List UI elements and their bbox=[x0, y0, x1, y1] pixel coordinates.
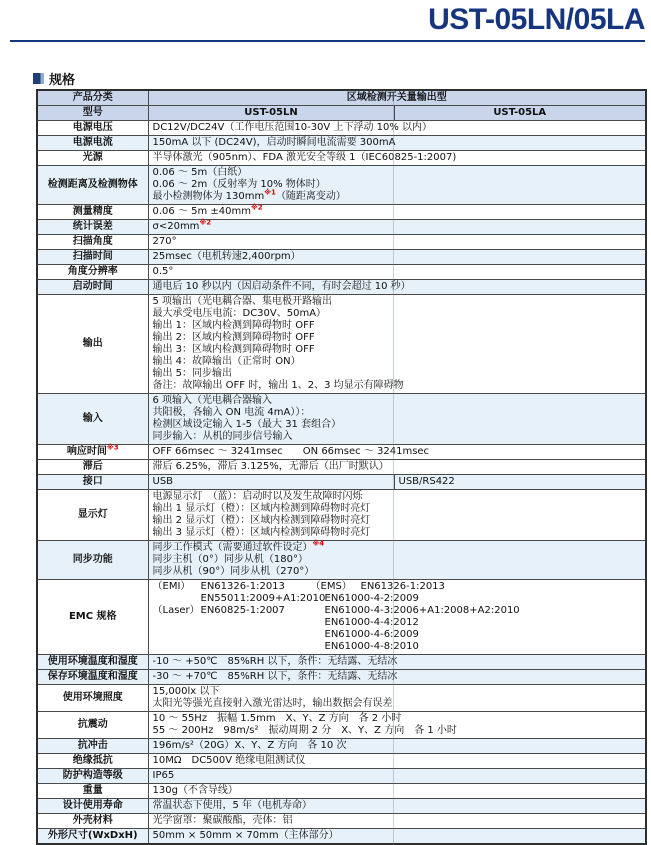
value-line: -30 ～ +70℃ 85%RH 以下，条件：无结露、无结冰 bbox=[152, 671, 398, 682]
spec-row bbox=[37, 814, 646, 829]
row-label: 接口 bbox=[37, 475, 148, 490]
value-line: 10MΩ DC500V 绝缘电阻测试仪 bbox=[152, 755, 306, 766]
row-value bbox=[148, 235, 646, 250]
value-line: 最大承受电压电流：DC30V、50mA） bbox=[152, 308, 327, 319]
emc-left-block bbox=[153, 641, 311, 653]
emc-left-block bbox=[153, 629, 311, 641]
row-label: 扫描时间 bbox=[37, 250, 148, 265]
row-value-right: USB/RS422 bbox=[394, 475, 646, 490]
row-value bbox=[148, 712, 646, 739]
row-label: 重量 bbox=[37, 784, 148, 799]
value-line: 最小检测物体为 $130mm^{※1}$（随距离变动） bbox=[152, 188, 346, 202]
value-line: 50mm × 50mm × 70mm（主体部分） bbox=[152, 830, 339, 841]
emc-standard: EN61326-1:2013 bbox=[360, 581, 445, 592]
row-value bbox=[148, 580, 646, 655]
emc-line bbox=[153, 593, 642, 605]
spec-row bbox=[37, 166, 646, 205]
spec-row bbox=[37, 475, 646, 490]
spec-row bbox=[37, 541, 646, 580]
value-line: 6 项输入（光电耦合器输入 bbox=[152, 395, 273, 406]
value-line: 15,000lx 以下 bbox=[152, 686, 220, 697]
emc-category bbox=[153, 641, 201, 653]
row-value bbox=[148, 799, 646, 814]
row-label: 统计误差 bbox=[37, 220, 148, 235]
row-label: 同步功能 bbox=[37, 541, 148, 580]
row-label: 电源电压 bbox=[37, 121, 148, 136]
row-label: 抗冲击 bbox=[37, 739, 148, 754]
spec-row bbox=[37, 295, 646, 394]
row-value bbox=[148, 460, 646, 475]
section-heading bbox=[33, 69, 75, 88]
row-label: 设计使用寿命 bbox=[37, 799, 148, 814]
row-value bbox=[148, 769, 646, 784]
spec-table-wrap bbox=[36, 89, 645, 845]
value-line: 同步工作模式（需要通过软件设定）$^{※4}$ bbox=[152, 539, 325, 553]
row-value bbox=[148, 829, 646, 845]
value-line: $\sigma<20mm^{※2}$ bbox=[152, 218, 212, 232]
spec-row bbox=[37, 205, 646, 220]
emc-category bbox=[153, 593, 201, 605]
emc-left-block bbox=[153, 617, 311, 629]
row-label: EMC 规格 bbox=[37, 580, 148, 655]
row-label: 输入 bbox=[37, 394, 148, 445]
value-line: -10 ～ +50℃ 85%RH 以下，条件：无结露、无结冰 bbox=[152, 656, 398, 667]
value-line: 共阳极，各输入 ON 电流 4mA））： bbox=[152, 407, 311, 418]
row-label: 电源电流 bbox=[37, 136, 148, 151]
emc-standard: EN61000-4-4:2012 bbox=[324, 617, 419, 628]
row-value bbox=[148, 670, 646, 685]
value-line: 同步主机（0°）同步从机（180°） bbox=[152, 554, 308, 565]
row-label: 输出 bbox=[37, 295, 148, 394]
model-left-cell: UST-05LN bbox=[148, 106, 394, 121]
emc-line bbox=[153, 617, 642, 629]
row-value: 区域检测开关量输出型 bbox=[148, 90, 646, 106]
spec-row bbox=[37, 754, 646, 769]
row-label: 外形尺寸(WxDxH) bbox=[37, 829, 148, 845]
spec-row bbox=[37, 739, 646, 754]
emc-category bbox=[153, 629, 201, 641]
row-value bbox=[148, 490, 646, 541]
spec-row bbox=[37, 280, 646, 295]
spec-row bbox=[37, 250, 646, 265]
model-right-cell: UST-05LA bbox=[394, 106, 646, 121]
value-line: 半导体激光（905nm）、FDA 激光安全等级 1（IEC60825-1:2007) bbox=[152, 152, 457, 163]
emc-standard: EN61000-4-2:2009 bbox=[324, 593, 419, 604]
emc-standard: EN61000-4-3:2006+A1:2008+A2:2010 bbox=[324, 605, 520, 616]
value-line: IP65 bbox=[152, 770, 175, 781]
row-label: 保存环境温度和湿度 bbox=[37, 670, 148, 685]
row-label: 显示灯 bbox=[37, 490, 148, 541]
value-line: 25msec（电机转速2,400rpm） bbox=[152, 251, 301, 262]
emc-category: （Laser） bbox=[152, 605, 200, 616]
emc-right-block bbox=[311, 617, 642, 629]
footnote-marker: ※2 bbox=[199, 218, 212, 227]
spec-row bbox=[37, 799, 646, 814]
emc-standard: EN61326-1:2013 bbox=[200, 581, 285, 592]
emc-right-block bbox=[311, 581, 642, 593]
value-line: 0.06 ～ $5m \pm 40mm^{※2}$ bbox=[152, 203, 263, 217]
row-label: 光源 bbox=[37, 151, 148, 166]
emc-right-block bbox=[311, 641, 642, 653]
value-line: 输出 2：区域内检测到障碍物时 OFF bbox=[152, 332, 315, 343]
emc-category bbox=[153, 617, 201, 629]
value-line: 太阳光等强光直接射入激光雷达时，输出数据会有误差 bbox=[152, 698, 393, 709]
spec-row bbox=[37, 784, 646, 799]
value-line: 0.5° bbox=[152, 266, 174, 277]
value-line: OFF 66msec ～ 3241msec ON 66msec ～ 3241msec bbox=[152, 446, 430, 457]
row-label: 防护构造等级 bbox=[37, 769, 148, 784]
spec-row bbox=[37, 151, 646, 166]
spec-row bbox=[37, 394, 646, 445]
title-rule bbox=[10, 40, 645, 42]
emc-standard: EN61000-4-6:2009 bbox=[324, 629, 419, 640]
value-line: 输出 1：区域内检测到障碍物时 OFF bbox=[152, 320, 315, 331]
section-bullet-icon bbox=[33, 73, 44, 84]
value-line: 输出 3：区域内检测到障碍物时 OFF bbox=[152, 344, 315, 355]
row-label: 角度分辨率 bbox=[37, 265, 148, 280]
row-value bbox=[148, 739, 646, 754]
emc-standard: EN60825-1:2007 bbox=[200, 605, 285, 616]
value-line: DC12V/DC24V（工作电压范围10-30V 上下浮动 10% 以内） bbox=[152, 122, 433, 133]
value-line: 通电后 10 秒以内（因启动条件不同，有时会超过 10 秒） bbox=[152, 281, 411, 292]
row-value bbox=[148, 151, 646, 166]
spec-table bbox=[36, 89, 647, 845]
value-line: 滞后 6.25%，滞后 3.125%，无滞后（出厂时默认） bbox=[152, 461, 389, 472]
row-label: 扫描角度 bbox=[37, 235, 148, 250]
spec-row bbox=[37, 265, 646, 280]
emc-left-block bbox=[153, 581, 311, 593]
emc-category: （EMI） bbox=[152, 581, 191, 592]
value-line: 150mA 以下 (DC24V)，启动时瞬间电流需要 300mA bbox=[152, 137, 396, 148]
spec-row bbox=[37, 685, 646, 712]
row-value-left: USB bbox=[148, 475, 394, 490]
value-line: 0.06 ～ 5m（白纸） bbox=[152, 167, 248, 178]
spec-row bbox=[37, 670, 646, 685]
value-line: 常温状态下使用，5 年（电机寿命） bbox=[152, 800, 313, 811]
footnote-marker: ※4 bbox=[312, 539, 325, 548]
row-label: 绝缘抵抗 bbox=[37, 754, 148, 769]
row-label: 产品分类 bbox=[37, 90, 148, 106]
row-label: 型号 bbox=[37, 106, 148, 121]
value-line: 196m/s²（20G）X、Y、Z 方向 各 10 次 bbox=[152, 740, 347, 751]
spec-row bbox=[37, 490, 646, 541]
row-value bbox=[148, 136, 646, 151]
value-line: 备注：故障输出 OFF 时，输出 1、2、3 均显示有障碍物 bbox=[152, 380, 404, 391]
row-value bbox=[148, 685, 646, 712]
row-value bbox=[148, 265, 646, 280]
value-line: 130g（不含导线） bbox=[152, 785, 238, 796]
row-value bbox=[148, 205, 646, 220]
value-line: 输出 5：同步输出 bbox=[152, 368, 233, 379]
spec-row bbox=[37, 445, 646, 460]
value-line: 270° bbox=[152, 236, 177, 247]
spec-row bbox=[37, 655, 646, 670]
emc-standard: EN55011:2009+A1:2010 bbox=[200, 593, 326, 604]
row-label: 响应时间$^{※3}$ bbox=[37, 445, 148, 460]
spec-row bbox=[37, 460, 646, 475]
value-line: 5 项输出（光电耦合器、集电极开路输出 bbox=[152, 296, 333, 307]
page-title: UST-05LN/05LA bbox=[428, 3, 645, 36]
row-value bbox=[148, 541, 646, 580]
spec-row bbox=[37, 829, 646, 845]
row-value bbox=[148, 220, 646, 235]
row-value bbox=[148, 655, 646, 670]
row-label: 使用环境温度和湿度 bbox=[37, 655, 148, 670]
emc-right-block bbox=[311, 605, 642, 617]
row-value bbox=[148, 166, 646, 205]
row-value bbox=[148, 814, 646, 829]
emc-right-block bbox=[311, 593, 642, 605]
footnote-marker: ※3 bbox=[106, 443, 119, 452]
section-heading-label: 规格 bbox=[49, 73, 76, 88]
row-value bbox=[148, 394, 646, 445]
spec-row bbox=[37, 106, 646, 121]
row-label: 滞后 bbox=[37, 460, 148, 475]
row-value bbox=[148, 121, 646, 136]
spec-row bbox=[37, 235, 646, 250]
emc-category: （EMS） bbox=[310, 581, 352, 592]
spec-row bbox=[37, 121, 646, 136]
row-value bbox=[148, 754, 646, 769]
value-line: 同步从机（90°）同步从机（270°） bbox=[152, 566, 315, 577]
value-line: 55 ～ 200Hz 98m/s² 振动周期 2 分 X、Y、Z 方向 各 1 小时 bbox=[152, 725, 457, 736]
row-label: 外壳材料 bbox=[37, 814, 148, 829]
spec-row bbox=[37, 712, 646, 739]
emc-line bbox=[153, 581, 642, 593]
row-value bbox=[148, 250, 646, 265]
footnote-marker: ※1 bbox=[264, 188, 276, 197]
emc-line bbox=[153, 641, 642, 653]
spec-row bbox=[37, 580, 646, 655]
value-line: 输出 4：故障输出（正常时 ON） bbox=[152, 356, 301, 367]
emc-line bbox=[153, 605, 642, 617]
emc-right-block bbox=[311, 629, 642, 641]
emc-left-block bbox=[153, 593, 326, 605]
value-line: 输出 2 显示灯（橙）：区域内检测到障碍物时亮灯 bbox=[152, 515, 371, 526]
row-value bbox=[148, 784, 646, 799]
emc-standard: EN61000-4-8:2010 bbox=[324, 641, 419, 652]
row-value bbox=[148, 280, 646, 295]
row-value bbox=[148, 295, 646, 394]
row-value bbox=[148, 445, 646, 460]
value-line: 同步输入：从机的同步信号输入 bbox=[152, 431, 293, 442]
row-label: 测量精度 bbox=[37, 205, 148, 220]
value-line: 0.06 ～ 2m（反射率为 10% 物体时） bbox=[152, 179, 326, 190]
value-line: 光学窗罩：聚碳酸酯，壳体：铝 bbox=[152, 815, 293, 826]
value-line: 输出 1 显示灯（橙）：区域内检测到障碍物时亮灯 bbox=[152, 503, 371, 514]
spec-row bbox=[37, 220, 646, 235]
spec-row bbox=[37, 90, 646, 106]
emc-line bbox=[153, 629, 642, 641]
value-line: 检测区域设定输入 1-5（最大 31 套组合） bbox=[152, 419, 342, 430]
row-label: 启动时间 bbox=[37, 280, 148, 295]
row-label: 检测距离及检测物体 bbox=[37, 166, 148, 205]
row-label: 抗震动 bbox=[37, 712, 148, 739]
value-line: 10 ～ 55Hz 振幅 1.5mm X、Y、Z 方向 各 2 小时 bbox=[152, 713, 402, 724]
row-label: 使用环境照度 bbox=[37, 685, 148, 712]
spec-row bbox=[37, 769, 646, 784]
value-line: 输出 3 显示灯（橙）：区域内检测到障碍物时亮灯 bbox=[152, 527, 371, 538]
emc-left-block bbox=[153, 605, 311, 617]
footnote-marker: ※2 bbox=[251, 203, 263, 212]
spec-row bbox=[37, 136, 646, 151]
value-line: 电源显示灯 （蓝）：启动时以及发生故障时闪烁 bbox=[152, 491, 363, 502]
